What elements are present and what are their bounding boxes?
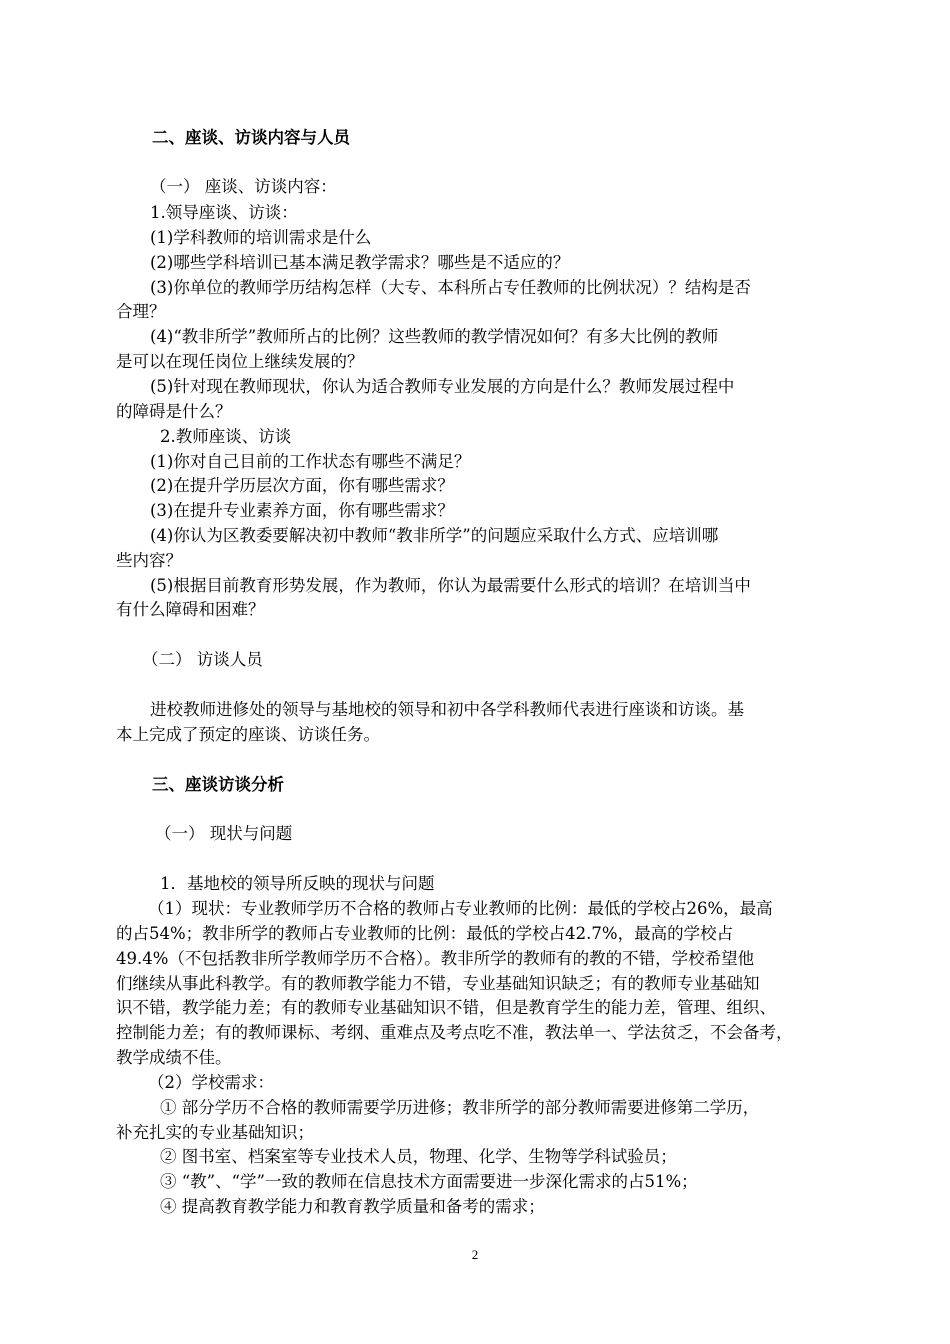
need-1-a: ① 部分学历不合格的教师需要学历进修；教非所学的部分教师需要进修第二学历， — [160, 1098, 760, 1117]
section2-sub2-title: （二） 访谈人员 — [142, 650, 263, 669]
teacher-question-4-b: 些内容？ — [116, 551, 182, 570]
status-line-f: 控制能力差；有的教师课标、考纲、重难点及考点吃不准，教法单一、学法贫乏，不会备考， — [116, 1023, 793, 1042]
section2-sub1-title: （一） 座谈、访谈内容： — [150, 177, 337, 196]
status-line-a: （1）现状：专业教师学历不合格的教师占专业教师的比例：最低的学校占26%，最高 — [148, 899, 773, 918]
needs-title: （2）学校需求： — [148, 1073, 274, 1092]
leader-question-3-a: (3)你单位的教师学历结构怎样（大专、本科所占专任教师的比例状况）？结构是否 — [150, 278, 751, 297]
leader-question-5-a: (5)针对现在教师现状，你认为适合教师专业发展的方向是什么？教师发展过程中 — [150, 377, 735, 396]
section3-heading: 三、座谈访谈分析 — [152, 775, 284, 794]
leader-question-1: (1)学科教师的培训需求是什么 — [150, 228, 372, 247]
teacher-question-5-b: 有什么障碍和困难？ — [116, 600, 265, 619]
people-paragraph-a: 进校教师进修处的领导与基地校的领导和初中各学科教师代表进行座谈和访谈。基 — [150, 700, 744, 719]
teacher-question-2: (2)在提升学历层次方面，你有哪些需求？ — [150, 476, 454, 495]
need-1-b: 补充扎实的专业基础知识； — [116, 1123, 314, 1142]
leader-question-4-a: (4)“教非所学”教师所占的比例？这些教师的教学情况如何？有多大比例的教师 — [150, 327, 719, 346]
section2-heading: 二、座谈、访谈内容与人员 — [152, 128, 350, 147]
teacher-question-4-a: (4)你认为区教委要解决初中教师“教非所学”的问题应采取什么方式、应培训哪 — [150, 526, 719, 545]
need-4: ④ 提高教育教学能力和教育教学质量和备考的需求； — [160, 1197, 545, 1216]
section3-sub1-title: （一） 现状与问题 — [155, 824, 293, 843]
leader-question-2: (2)哪些学科培训已基本满足教学需求？哪些是不适应的？ — [150, 253, 570, 272]
people-paragraph-b: 本上完成了预定的座谈、访谈任务。 — [116, 725, 380, 744]
page-number: 2 — [471, 1247, 479, 1262]
need-3: ③ “教”、“学”一致的教师在信息技术方面需要进一步深化需求的占51%； — [160, 1172, 698, 1191]
status-line-d: 们继续从事此科教学。有的教师教学能力不错，专业基础知识缺乏；有的教师专业基础知 — [116, 974, 760, 993]
status-line-g: 教学成绩不佳。 — [116, 1048, 232, 1067]
need-2: ② 图书室、档案室等专业技术人员，物理、化学、生物等学科试验员； — [160, 1147, 677, 1166]
leader-question-3-b: 合理？ — [116, 302, 166, 321]
status-line-e: 识不错，教学能力差；有的教师专业基础知识不错，但是教育学生的能力差，管理、组织、 — [116, 998, 776, 1017]
teacher-question-3: (3)在提升专业素养方面，你有哪些需求？ — [150, 501, 454, 520]
status-line-c: 49.4%（不包括教非所学教师学历不合格）。教非所学的教师有的教的不错，学校希望他 — [116, 949, 755, 968]
leader-question-4-b: 是可以在现任岗位上继续发展的？ — [116, 352, 364, 371]
teacher-title: 2.教师座谈、访谈 — [160, 427, 292, 446]
item1-title: 1．基地校的领导所反映的现状与问题 — [160, 874, 435, 893]
status-line-b: 的占54%；教非所学的教师占专业教师的比例：最低的学校占42.7%，最高的学校占 — [116, 924, 734, 943]
teacher-question-1: (1)你对自己目前的工作状态有哪些不满足？ — [150, 452, 471, 471]
leader-title: 1.领导座谈、访谈： — [150, 203, 298, 222]
teacher-question-5-a: (5)根据目前教育形势发展，作为教师，你认为最需要什么形式的培训？在培训当中 — [150, 576, 751, 595]
leader-question-5-b: 的障碍是什么？ — [116, 402, 232, 421]
